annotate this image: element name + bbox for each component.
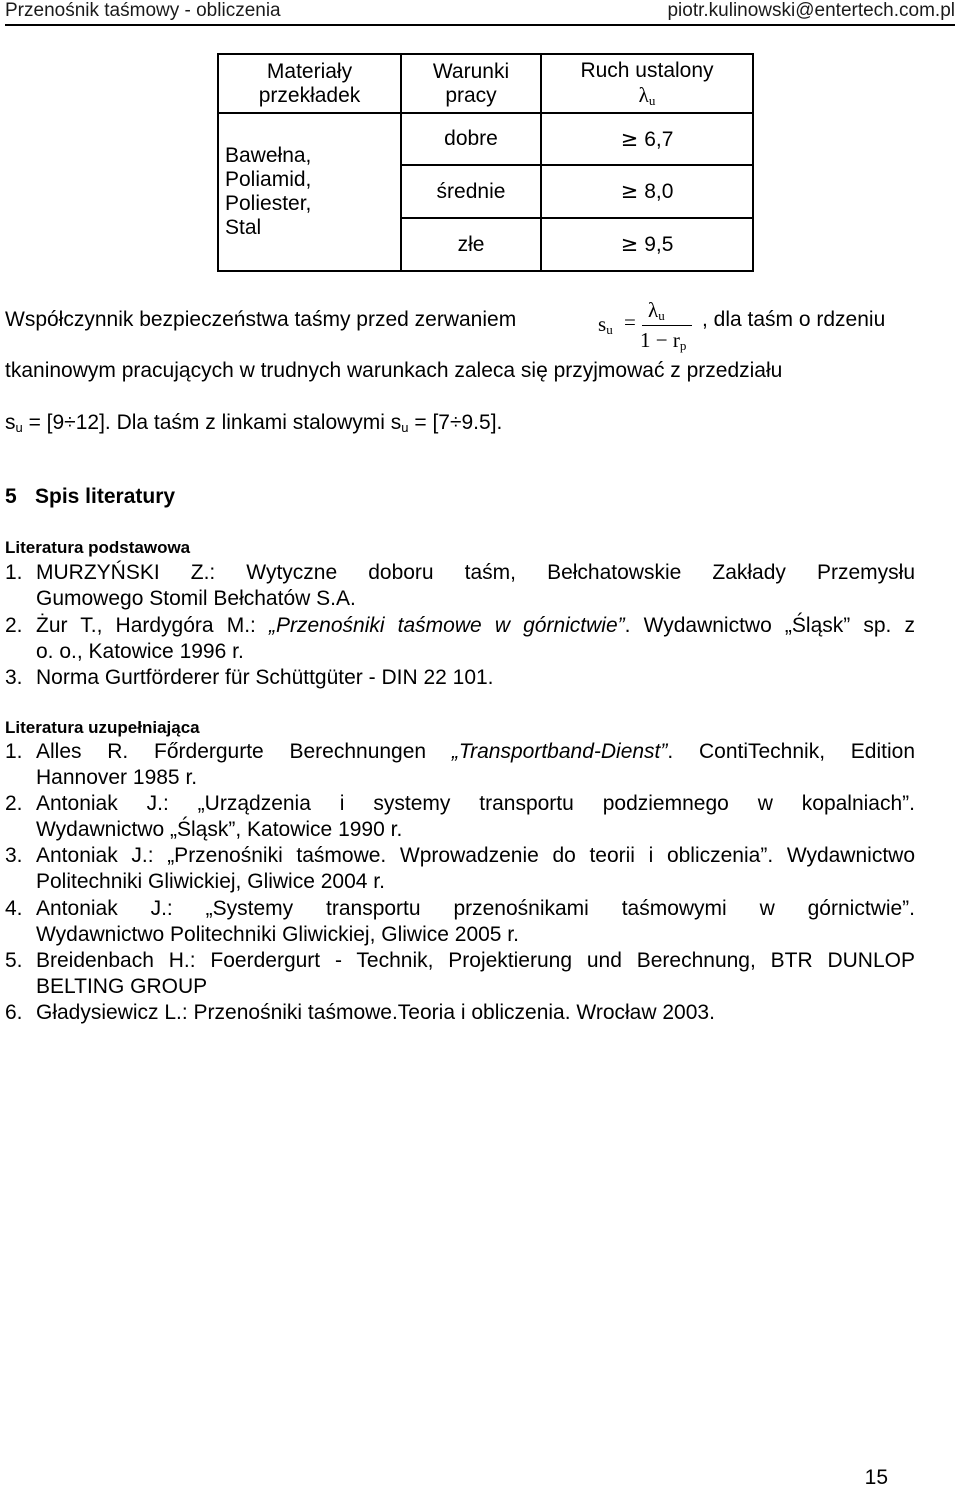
table-cell-condition: złe: [401, 218, 541, 271]
list-item: 2. Żur T., Hardygóra M.: „Przenośniki taśmowe w górnictwie”. Wydawnictwo „Śląsk” sp. z o. o., Katowice 1996 r.: [5, 614, 915, 663]
table-row: [218, 113, 753, 165]
header-title: Przenośnik taśmowy - obliczenia: [5, 0, 281, 21]
safety-factor-formula: $s_u$ = $\lambda_u$ $1 - r_p$: [598, 298, 708, 358]
table-header-conditions: Warunki pracy: [401, 54, 541, 113]
basic-literature-heading: Literatura podstawowa: [5, 538, 191, 557]
table-cell-value: ≥ 9,5: [541, 218, 753, 271]
list-item: 5. Breidenbach H.: Foerdergurt - Technik, Projektierung und Berechnung, BTR DUNLOP BELTING GROUP: [5, 949, 915, 998]
list-item: 3. Norma Gurtförderer für Schüttgüter - DIN 22 101.: [5, 666, 494, 689]
supplementary-literature-heading: Literatura uzupełniająca: [5, 718, 200, 737]
lambda-symbol: λ: [638, 82, 649, 107]
table-cell-value: ≥ 6,7: [541, 113, 753, 165]
safety-text-line1b: , dla taśm o rdzeniu: [702, 308, 886, 331]
table-cell-condition: średnie: [401, 165, 541, 218]
list-item: 3. Antoniak J.: „Przenośniki taśmowe. Wprowadzenie do teorii i obliczenia”. Wydawnictwo Politechniki Gliwickiej, Gliwice 2004 r.: [5, 844, 915, 893]
safety-text-line3: $s_u = [9\div 12]$. Dla taśm z linkami stalowymi $s_u = [7\div 9.5]$.: [5, 411, 503, 435]
table-cell-condition: dobre: [401, 113, 541, 165]
page-number: 15: [864, 1466, 888, 1489]
header-email: piotr.kulinowski@entertech.com.pl: [667, 0, 955, 21]
page-header: [5, 0, 955, 26]
safety-text-line1a: Współczynnik bezpieczeństwa taśmy przed zerwaniem: [5, 308, 517, 331]
table-cell-materials-list: Bawełna, Poliamid, Poliester, Stal: [218, 113, 401, 271]
table-header-steady-motion: Ruch ustalony $\lambda_u$: [541, 54, 753, 113]
list-item: 4. Antoniak J.: „Systemy transportu przenośnikami taśmowymi w górnictwie”. Wydawnictwo Politechniki Gliwickiej, Gliwice 2005 r.: [5, 897, 915, 946]
section-heading: 5 Spis literatury: [5, 485, 176, 508]
list-item: 1. MURZYŃSKI Z.: Wytyczne doboru taśm, Bełchatowskie Zakłady Przemysłu Gumowego Stomil Bełchatów S.A.: [5, 561, 915, 610]
list-item: 6. Gładysiewicz L.: Przenośniki taśmowe.Teoria i obliczenia. Wrocław 2003.: [5, 1001, 715, 1024]
fraction-bar: [642, 325, 692, 326]
list-item: 1. Alles R. Főrdergurte Berechnungen „Transportband-Dienst”. ContiTechnik, Edition Hannover 1985 r.: [5, 740, 915, 789]
table-cell-value: ≥ 8,0: [541, 165, 753, 218]
list-item: 2. Antoniak J.: „Urządzenia i systemy transportu podziemnego w kopalniach”. Wydawnictwo „Śląsk”, Katowice 1990 r.: [5, 792, 915, 841]
table-header-materials: Materiały przekładek: [218, 54, 401, 113]
belt-materials-table: [217, 53, 754, 272]
safety-text-line2: tkaninowym pracujących w trudnych warunkach zaleca się przyjmować z przedziału: [5, 359, 783, 382]
